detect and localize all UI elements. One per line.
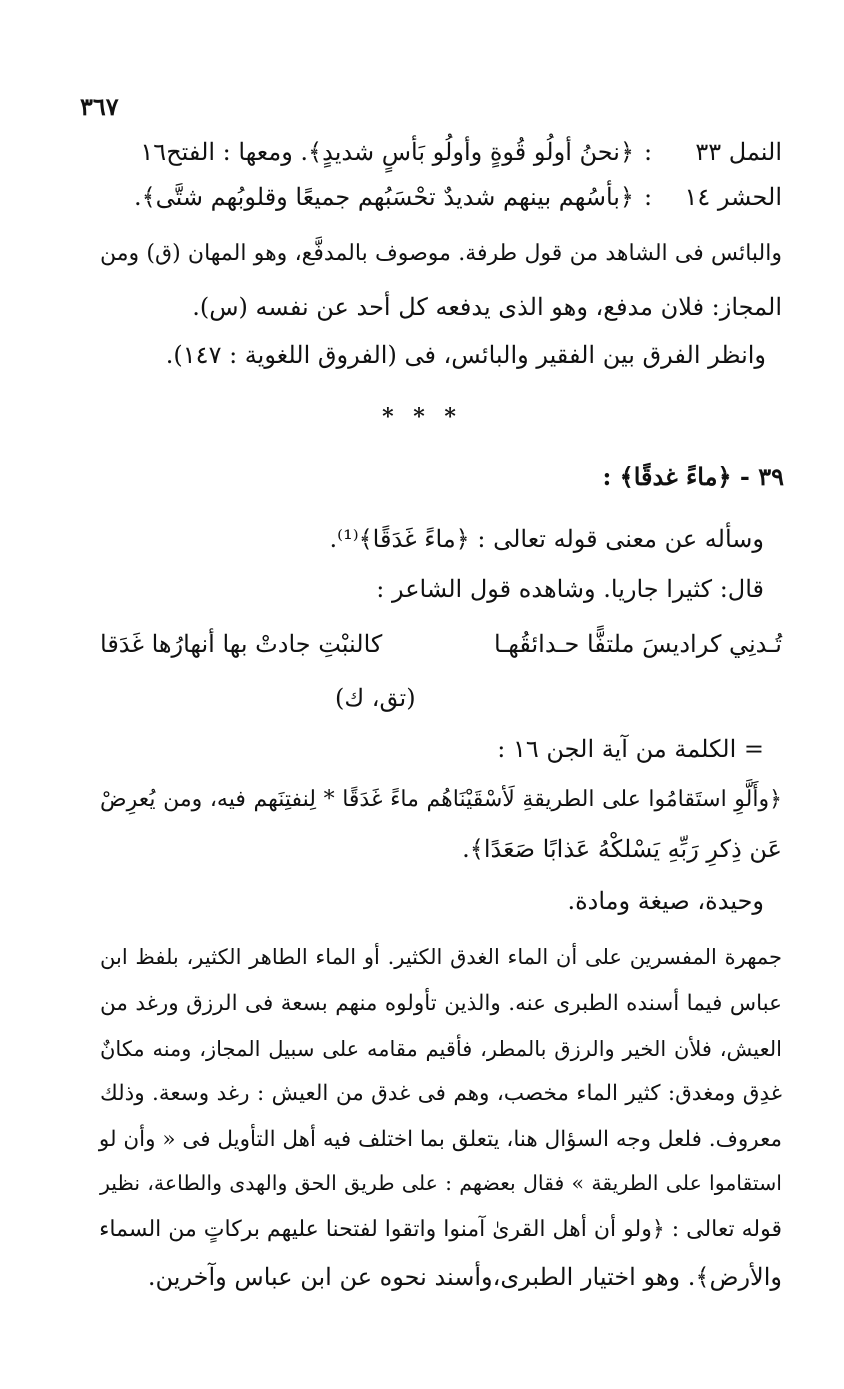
quran-verse-line: عَن ذِكرِ رَبِّهِ يَسْلكْهُ عَذابًا صَعَدًا﴾. [462, 835, 782, 863]
text-line: عباس فيما أسنده الطبرى عنه. والذين تأولوه منهم بسعة فى الرزق ورغد من [100, 991, 782, 1016]
entry-heading: ٣٩ - ﴿ماءً غدقًا﴾ : [602, 462, 784, 491]
reference-text: ﴿نحنُ أولُو قُوةٍ وأولُو بَأسٍ شديدٍ﴾. ومعها : الفتح١٦ [140, 138, 634, 166]
reference-source: النمل ٣٣ [695, 138, 782, 166]
verse-first-hemistich: تُـدنِي كراديسَ ملتفًّا حـدائقُهـا [493, 630, 782, 658]
text-line: وحيدة، صيغة ومادة. [567, 887, 764, 915]
reference-colon: : [643, 183, 653, 211]
reference-row [104, 137, 782, 168]
question-line: وسأله عن معنى قوله تعالى : ﴿ماءً غَدَقًا﴾⁽¹⁾. [329, 525, 764, 553]
text-line: وانظر الفرق بين الفقير والبائس، فى (الفروق اللغوية : ١٤٧). [165, 341, 766, 369]
text-line: والأرض﴾. وهو اختيار الطبرى،وأسند نحوه عن ابن عباس وآخرين. [147, 1263, 782, 1291]
reference-row [104, 182, 782, 213]
reference-colon: : [643, 138, 653, 166]
reference-text: ﴿بأسُهم بينهم شديدٌ تحْسَبُهم جميعًا وقلوبُهم شتَّى﴾. [133, 183, 634, 211]
text-line: العيش، فلأن الخير والرزق بالمطر، فأقيم مقامه على سبيل المجاز، ومنه مكانٌ [100, 1037, 782, 1061]
text-line: استقاموا على الطريقة » فقال بعضهم : على طريق الحق والهدى والطاعة، نظير [100, 1171, 782, 1195]
text-line: = الكلمة من آية الجن ١٦ : [497, 735, 764, 763]
quran-verse-line: ﴿وأَلَّوِ استَقامُوا على الطريقةِ لَأسْقَيْنَاهُم ماءً غَدَقًا * لِنفتِنَهم فيه، ومن يُعرِضْ [100, 787, 782, 812]
text-line: جمهرة المفسرين على أن الماء الغدق الكثير. أو الماء الطاهر الكثير، بلفظ ابن [100, 945, 782, 969]
answer-line: قال: كثيرا جاريا. وشاهده قول الشاعر : [376, 575, 764, 603]
page-number: ٣٦٧ [80, 92, 119, 121]
text-line: معروف. فلعل وجه السؤال هنا، يتعلق بما اختلف فيه أهل التأويل فى « وأن لو [98, 1127, 782, 1152]
reference-source: الحشر ١٤ [684, 183, 782, 211]
section-separator: * * * [382, 404, 462, 430]
text-line: المجاز: فلان مدفع، وهو الذى يدفعه كل أحد عن نفسه (س). [192, 293, 782, 321]
text-line: قوله تعالى : ﴿ولو أن أهل القرىٰ آمنوا واتقوا لفتحنا عليهم بركاتٍ من السماء [99, 1217, 782, 1242]
verse-source: (تق، ك) [335, 684, 416, 712]
text-line: غدِق ومغدق: كثير الماء مخصب، وهم فى غدق من العيش : رغد وسعة. وذلك [100, 1081, 782, 1106]
text-line: والبائس فى الشاهد من قول طرفة. موصوف بالمدفَّع، وهو المهان (ق) ومن [100, 241, 782, 266]
verse-second-hemistich: كالنبْتِ جادتْ بها أنهارُها غَدَقا [100, 630, 383, 658]
